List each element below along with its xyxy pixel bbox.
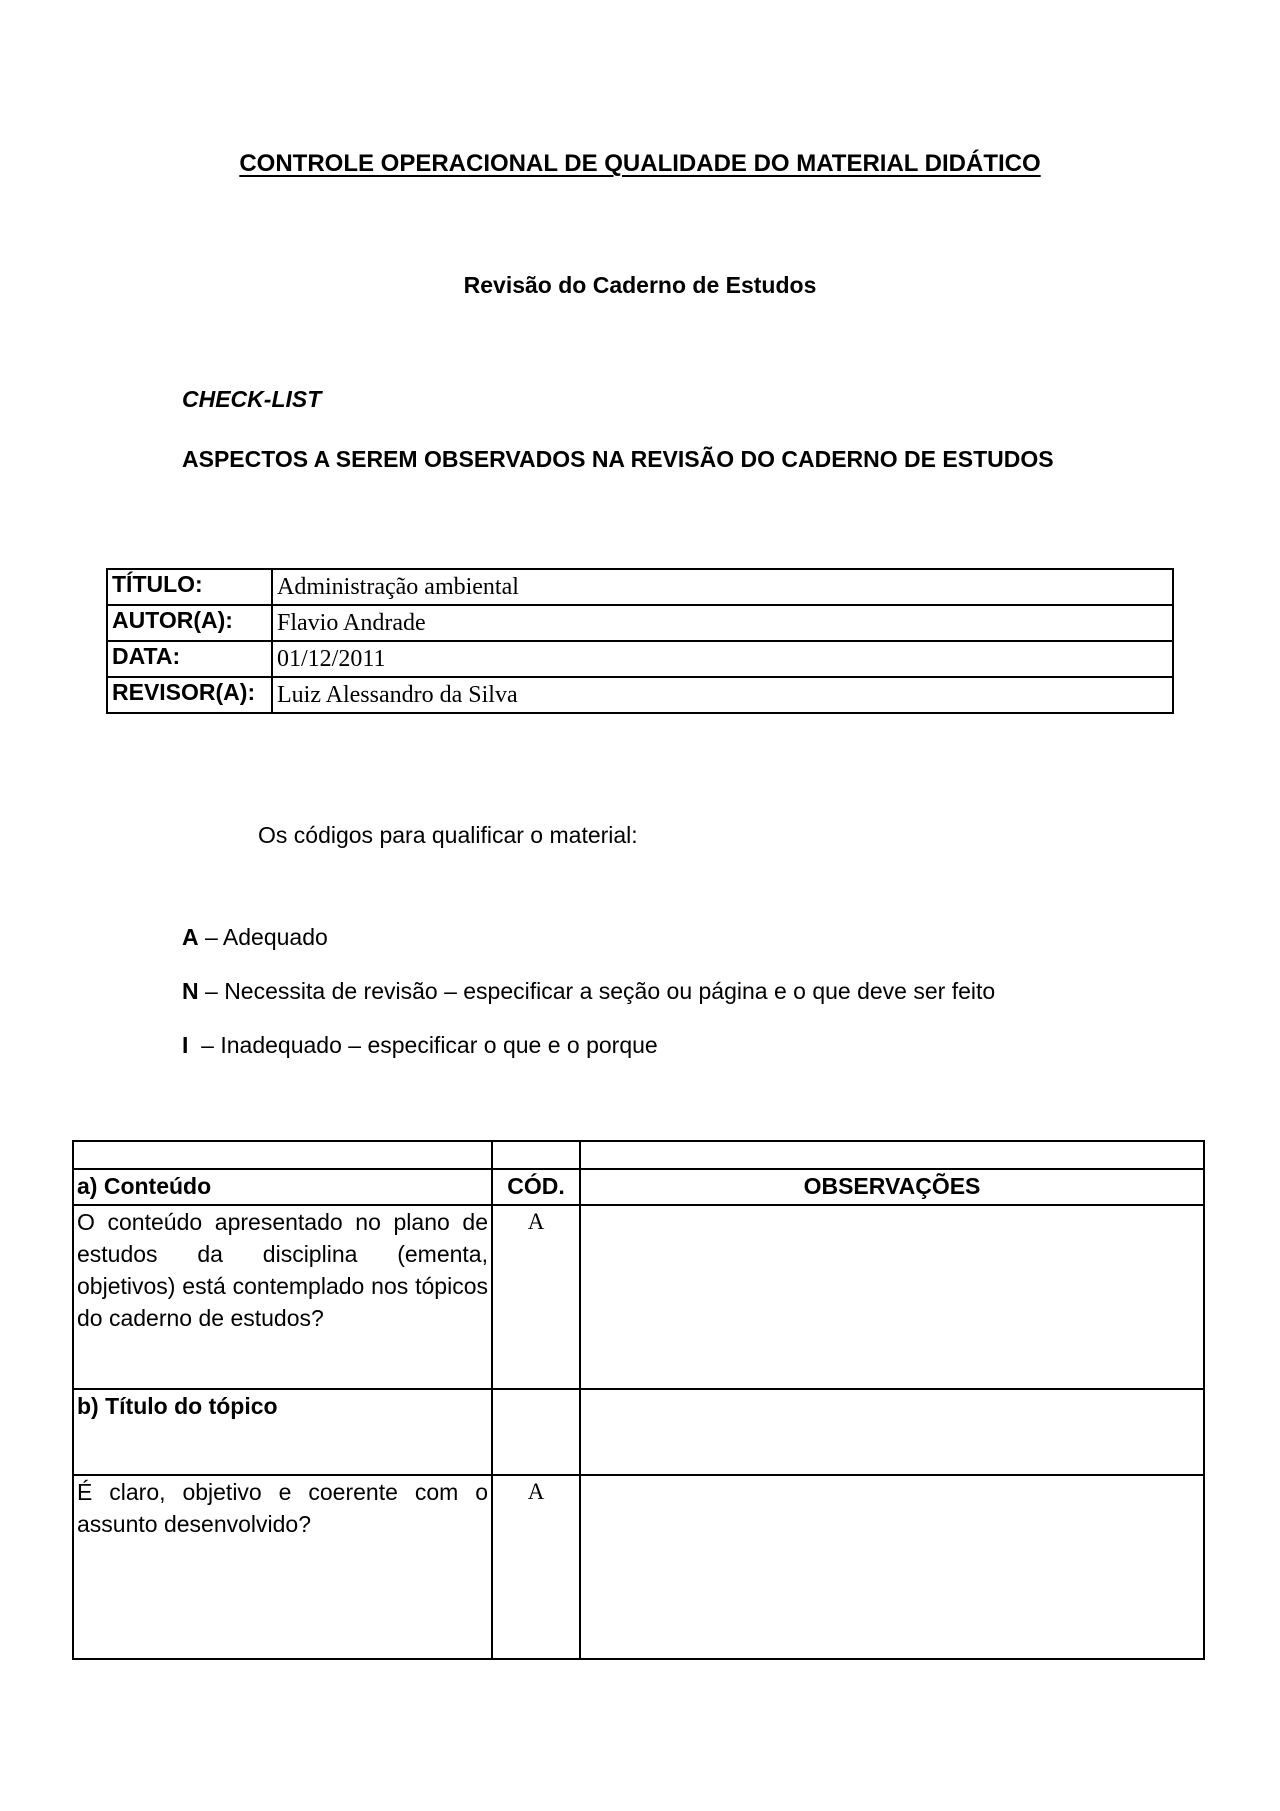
autor-value: Flavio Andrade: [272, 605, 1173, 641]
code-a-text: – Adequado: [198, 924, 328, 950]
checklist-table: [72, 1140, 1205, 1660]
checklist-blank-row: [73, 1141, 1204, 1169]
codes-intro: Os códigos para qualificar o material:: [258, 822, 638, 848]
section-b-code: [492, 1389, 580, 1475]
info-row-data: [107, 641, 1173, 677]
question-1-observations: [580, 1205, 1204, 1389]
info-row-titulo: [107, 569, 1173, 605]
aspects-heading: ASPECTOS A SEREM OBSERVADOS NA REVISÃO DO CADERNO DE ESTUDOS: [182, 446, 1054, 472]
question-2-text: É claro, objetivo e coerente com o assunto desenvolvido?: [73, 1475, 492, 1659]
question-1-text: O conteúdo apresentado no plano de estudos da disciplina (ementa, objetivos) está contemplado nos tópicos do caderno de estudos?: [73, 1205, 492, 1389]
blank-cell: [580, 1141, 1204, 1169]
question-2-observations: [580, 1475, 1204, 1659]
question-1-code: A: [492, 1205, 580, 1389]
revisor-value: Luiz Alessandro da Silva: [272, 677, 1173, 713]
info-row-revisor: [107, 677, 1173, 713]
autor-label: AUTOR(A):: [107, 605, 272, 641]
blank-cell: [73, 1141, 492, 1169]
info-row-autor: [107, 605, 1173, 641]
section-b-observations: [580, 1389, 1204, 1475]
checklist-header-row: [73, 1169, 1204, 1205]
question-2-code: A: [492, 1475, 580, 1659]
section-b-title: b) Título do tópico: [73, 1389, 492, 1475]
code-i-text: – Inadequado – especificar o que e o porque: [188, 1032, 658, 1058]
info-table: [106, 568, 1174, 714]
code-n-line: [182, 978, 995, 1005]
checklist-row-section-b: [73, 1389, 1204, 1475]
code-i-line: [182, 1032, 658, 1059]
checklist-row-q1: [73, 1205, 1204, 1389]
data-value: 01/12/2011: [272, 641, 1173, 677]
header-code: CÓD.: [492, 1169, 580, 1205]
checklist-label: CHECK-LIST: [182, 386, 322, 412]
code-a-letter: A: [182, 924, 199, 950]
data-label: DATA:: [107, 641, 272, 677]
titulo-value: Administração ambiental: [272, 569, 1173, 605]
checklist-row-q2: [73, 1475, 1204, 1659]
titulo-label: TÍTULO:: [107, 569, 272, 605]
header-observations: OBSERVAÇÕES: [580, 1169, 1204, 1205]
document-title-text: CONTROLE OPERACIONAL DE QUALIDADE DO MATERIAL DIDÁTICO: [239, 150, 1041, 177]
document-subtitle: Revisão do Caderno de Estudos: [463, 272, 817, 298]
document-title: [0, 150, 1280, 178]
code-n-letter: N: [182, 978, 199, 1004]
revisor-label: REVISOR(A):: [107, 677, 272, 713]
blank-cell: [492, 1141, 580, 1169]
header-section: a) Conteúdo: [73, 1169, 492, 1205]
code-i-letter: I: [182, 1032, 189, 1058]
code-n-text: – Necessita de revisão – especificar a seção ou página e o que deve ser feito: [198, 978, 996, 1004]
code-a-line: [182, 924, 328, 951]
